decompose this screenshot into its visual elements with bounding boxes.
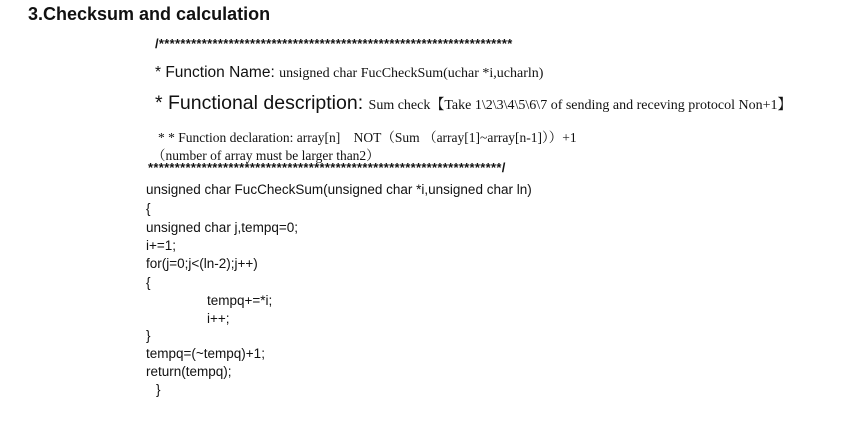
section-heading: 3.Checksum and calculation	[28, 4, 271, 24]
functional-description-line	[155, 92, 791, 115]
code-line-accumulate: tempq+=*i;	[207, 293, 273, 308]
code-line-signature: unsigned char FucCheckSum(unsigned char *i,unsigned char ln)	[146, 182, 532, 197]
code-line-open-brace: {	[146, 201, 151, 216]
code-line-close-brace: }	[156, 382, 161, 397]
code-line-loop-open-brace: {	[146, 275, 151, 290]
function-name-value: unsigned char FucCheckSum(uchar *i,ucharln)	[279, 66, 544, 81]
code-line-declaration: unsigned char j,tempq=0;	[146, 220, 298, 235]
function-declaration-line: * * Function declaration: array[n] NOT（Sum （array[1]~array[n-1]））+1	[158, 130, 577, 145]
code-line-for-loop: for(j=0;j<(ln-2);j++)	[146, 256, 258, 271]
functional-description-label: * Functional description:	[155, 92, 369, 114]
code-line-complement: tempq=(~tempq)+1;	[146, 346, 265, 361]
code-line-increment-pointer: i+=1;	[146, 238, 177, 253]
array-size-note: （number of array must be larger than2）	[152, 148, 380, 163]
code-line-loop-close-brace: }	[146, 328, 151, 343]
function-name-line	[155, 64, 543, 82]
comment-stars-top: /******************************************************************	[155, 36, 513, 51]
functional-description-value: Sum check【Take 1\2\3\4\5\6\7 of sending and receving protocol Non+1】	[368, 98, 792, 113]
comment-stars-bottom: ******************************************************************/	[148, 160, 506, 175]
code-line-advance-pointer: i++;	[207, 311, 230, 326]
function-name-label: * Function Name:	[155, 64, 280, 81]
code-line-return: return(tempq);	[146, 364, 232, 379]
